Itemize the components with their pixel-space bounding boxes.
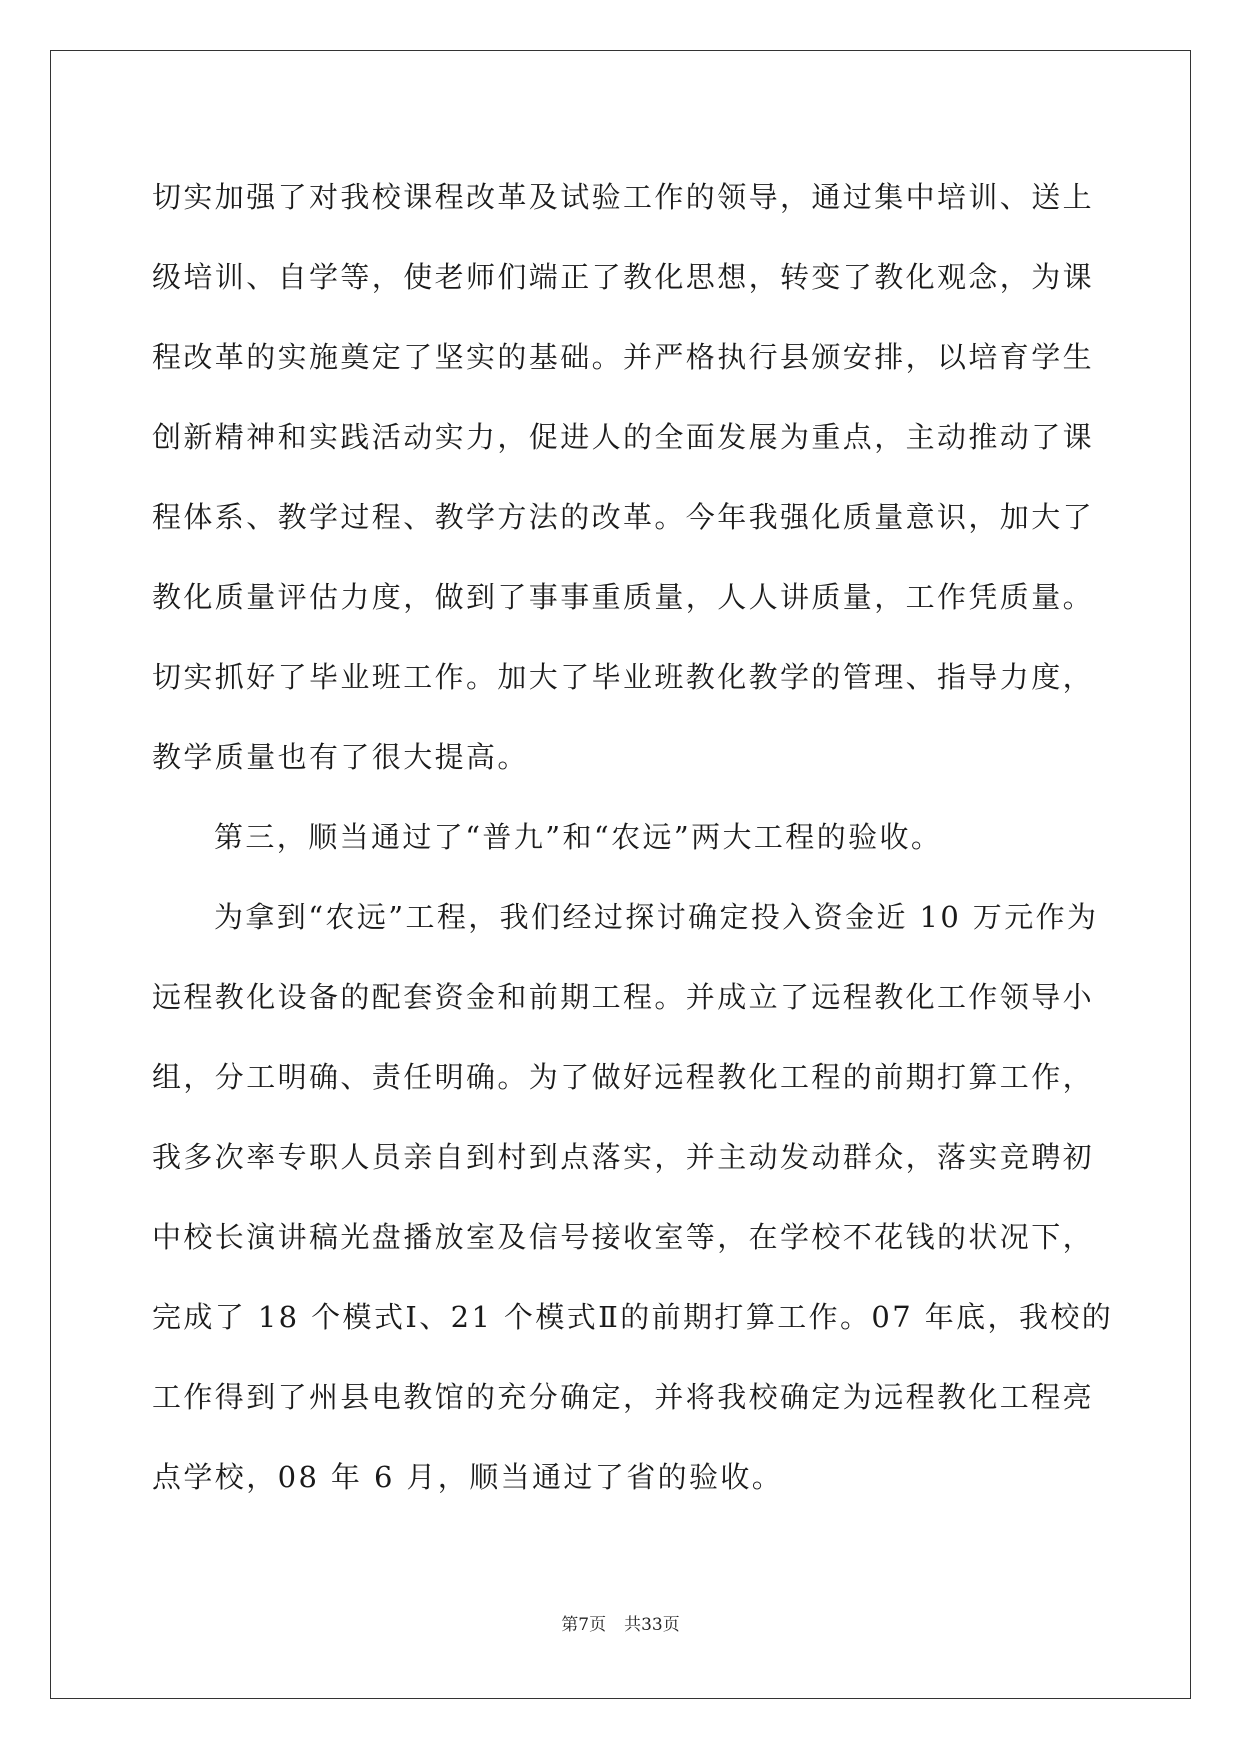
page-number: 第7页 — [561, 1615, 607, 1635]
document-body — [152, 157, 1114, 1517]
text-line: 切实加强了对我校课程改革及试验工作的领导，通过集中培训、送上 — [152, 180, 1095, 214]
text-line: 程改革的实施奠定了坚实的基础。并严格执行县颁安排，以培育学生 — [152, 340, 1095, 374]
text-line: 切实抓好了毕业班工作。加大了毕业班教化教学的管理、指导力度， — [152, 660, 1095, 694]
page-total: 共33页 — [624, 1615, 680, 1635]
text-line: 级培训、自学等，使老师们端正了教化思想，转变了教化观念，为课 — [152, 260, 1095, 294]
text-line: 教学质量也有了很大提高。 — [152, 740, 529, 774]
text-line: 完成了 18 个模式Ⅰ、21 个模式Ⅱ的前期打算工作。07 年底，我校的 — [152, 1300, 1114, 1334]
page-footer — [0, 1610, 1241, 1635]
text-line: 程体系、教学过程、教学方法的改革。今年我强化质量意识，加大了 — [152, 500, 1095, 534]
text-line: 创新精神和实践活动实力，促进人的全面发展为重点，主动推动了课 — [152, 420, 1095, 454]
text-line: 组，分工明确、责任明确。为了做好远程教化工程的前期打算工作， — [152, 1060, 1095, 1094]
text-line: 点学校，08 年 6 月，顺当通过了省的验收。 — [152, 1460, 784, 1494]
text-line: 中校长演讲稿光盘播放室及信号接收室等，在学校不花钱的状况下， — [152, 1220, 1095, 1254]
text-line: 为拿到“农远”工程，我们经过探讨确定投入资金近 10 万元作为 — [214, 900, 1099, 934]
paragraph-2 — [152, 797, 1090, 877]
text-line: 教化质量评估力度，做到了事事重质量，人人讲质量，工作凭质量。 — [152, 580, 1095, 614]
text-line: 远程教化设备的配套资金和前期工程。并成立了远程教化工作领导小 — [152, 980, 1095, 1014]
text-line: 第三，顺当通过了“普九”和“农远”两大工程的验收。 — [214, 820, 943, 854]
text-line: 工作得到了州县电教馆的充分确定，并将我校确定为远程教化工程亮 — [152, 1380, 1095, 1414]
text-line: 我多次率专职人员亲自到村到点落实，并主动发动群众，落实竞聘初 — [152, 1140, 1095, 1174]
paragraph-1 — [152, 157, 1095, 797]
paragraph-3 — [152, 877, 1114, 1517]
